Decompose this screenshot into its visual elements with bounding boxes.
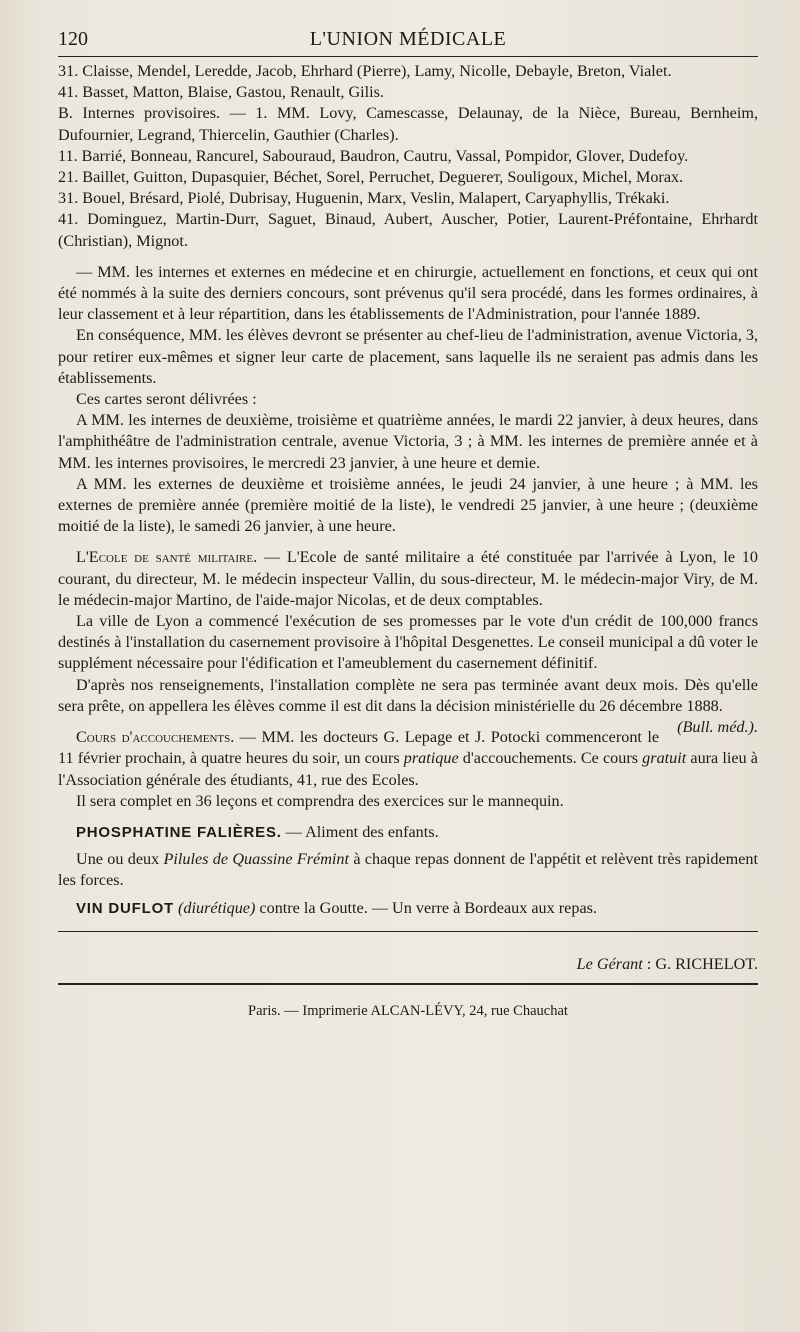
advert-text: — Aliment des enfants. <box>281 822 439 841</box>
page-number: 120 <box>58 28 88 50</box>
paragraph-text: — MM. les docteurs G. Lepage et J. Potocki commenceront le 11 février prochain, à quatre heures du soir, un cours <box>58 728 660 768</box>
page-header <box>58 22 758 56</box>
gerant-signature <box>58 954 758 975</box>
list-item: 31. Claisse, Mendel, Leredde, Jacob, Ehrhard (Pierre), Lamy, Nicolle, Debayle, Breton, Vialet. <box>58 62 672 80</box>
advert-text: à chaque repas donnent de l'appétit et relèvent très rapidement les forces. <box>58 850 759 890</box>
list-item: 41. Basset, Matton, Blaise, Gastou, Renault, Gilis. <box>58 83 384 102</box>
list-item: 11. Barrié, Bonneau, Rancurel, Sabouraud, Baudron, Cautru, Vassal, Pompidor, Glover, Dudefoy. <box>58 146 689 165</box>
article-body <box>58 61 758 919</box>
list-item: 31. Bouel, Brésard, Piolé, Dubrisay, Huguenin, Marx, Veslin, Malapert, Caryaphyllis, Trékaki. <box>58 189 670 208</box>
footer-rule-thick <box>58 983 758 985</box>
advert-subtitle: (diurétique) <box>178 898 256 917</box>
intern-list <box>58 61 758 252</box>
paragraph-text: d'accouchements. Ce cours <box>458 749 643 768</box>
header-rule <box>58 56 758 57</box>
list-item: 41. Dominguez, Martin-Durr, Saguet, Binaud, Aubert, Auscher, Potier, Laurent-Préfontaine, Ehrhardt (Christian), Mignot. <box>58 210 758 250</box>
paragraph-cours <box>58 727 758 791</box>
advert-product: Pilules de Quassine Frémint <box>163 850 350 869</box>
gerant-label: Le Gérant <box>576 954 643 973</box>
advert-vin-duflot <box>58 898 758 919</box>
emphasis: gratuit <box>642 749 687 768</box>
running-title: L'UNION MÉDICALE <box>309 28 507 50</box>
printer-imprint: Paris. — Imprimerie ALCAN-LÉVY, 24, rue Chauchat <box>248 1002 568 1019</box>
emphasis: pratique <box>403 749 459 768</box>
advert-title: VIN DUFLOT <box>76 899 174 917</box>
list-item: 21. Baillet, Guitton, Dupasquier, Béchet, Sorel, Perruchet, Deguerет, Souligoux, Michel, Morax. <box>58 168 684 187</box>
paragraph-internes: A MM. les internes de deuxième, troisième et quatrième années, le mardi 22 janvier, à deux heures, dans l'amphithéâtre de l'administration centrale, avenue Victoria, 3 ; à MM. les internes de première année et à MM. les internes provisoires, le mercredi 23 janvier, à une heure et demie. <box>58 411 758 472</box>
advert-text: Une ou deux <box>76 850 164 869</box>
footer-rule <box>58 931 758 932</box>
paragraph-ecole-sante <box>58 547 758 611</box>
advert-text: contre la Goutte. — Un verre à Bordeaux aux repas. <box>255 898 597 917</box>
paragraph-text: — L'Ecole de santé militaire a été constituée par l'arrivée à Lyon, le 10 courant, du directeur, M. le médecin inspecteur Vallin, du sous-directeur, M. le médecin-major Viry, de M. le médecin-major Martino, de l'aide-major Nicolas, et de deux comptables. <box>58 548 758 609</box>
paragraph-text: aura lieu à l'Association générale des étudiants, 41, rue des Ecoles. <box>58 749 758 789</box>
paragraph-lecons: Il sera complet en 36 leçons et comprendra des exercices sur le mannequin. <box>76 791 564 810</box>
paragraph-ville-lyon: La ville de Lyon a commencé l'exécution de ses promesses par le vote d'un crédit de 100,000 francs destinés à l'installation du casernement provisoire à l'hôpital Desgenettes. Le conseil municipal a dû voter le supplément nécessaire pour l'édification et l'ameublement du casernement définitif. <box>58 612 758 673</box>
gerant-name: : G. RICHELOT. <box>642 954 758 973</box>
paragraph-renseignements <box>58 675 758 737</box>
paragraph-consequence: En conséquence, MM. les élèves devront se présenter au chef-lieu de l'administration, avenue Victoria, 3, pour retirer eux-mêmes et signer leur carte de placement, sans laquelle ils ne seraient pas admis dans les établissements. <box>58 326 758 387</box>
paragraph-externes: A MM. les externes de deuxième et troisième années, le jeudi 24 janvier, à une heure ; à MM. les externes de première année (première moitié de la liste), le vendredi 25 janvier, à une heure ; (deuxième moitié de la liste), le samedi 26 janvier, à une heure. <box>58 474 758 536</box>
section-heading: L'Ecole de santé militaire. <box>76 548 258 567</box>
source-citation: (Bull. méd.). <box>677 718 758 737</box>
advert-pilules <box>58 849 758 891</box>
paragraph-text: D'après nos renseignements, l'installation complète ne sera pas terminée avant deux mois. Dès qu'elle sera prête, on appellera les élèves comme il est dit dans la décision ministérielle du 26 décembre 1888. <box>58 675 758 715</box>
advert-title: PHOSPHATINE FALIÈRES. <box>76 823 282 841</box>
section-heading: Cours d'accouchements. <box>76 728 235 747</box>
paragraph-cartes: Ces cartes seront délivrées : <box>76 390 257 409</box>
advert-phosphatine <box>58 822 758 843</box>
paragraph-classement: — MM. les internes et externes en médecine et en chirurgie, actuellement en fonctions, et ceux qui ont été nommés à la suite des derniers concours, sont prévenus qu'il sera procédé, dans les formes ordinaires, à leur classement et à leur répartition, dans les établissements de l'Administration, pour l'année 1889. <box>58 262 758 324</box>
list-item: B. Internes provisoires. — 1. MM. Lovy, Camescasse, Delaunay, de la Nièce, Bureau, Bernheim, Dufournier, Legrand, Thiercelin, Gauthier (Charles). <box>58 104 758 144</box>
